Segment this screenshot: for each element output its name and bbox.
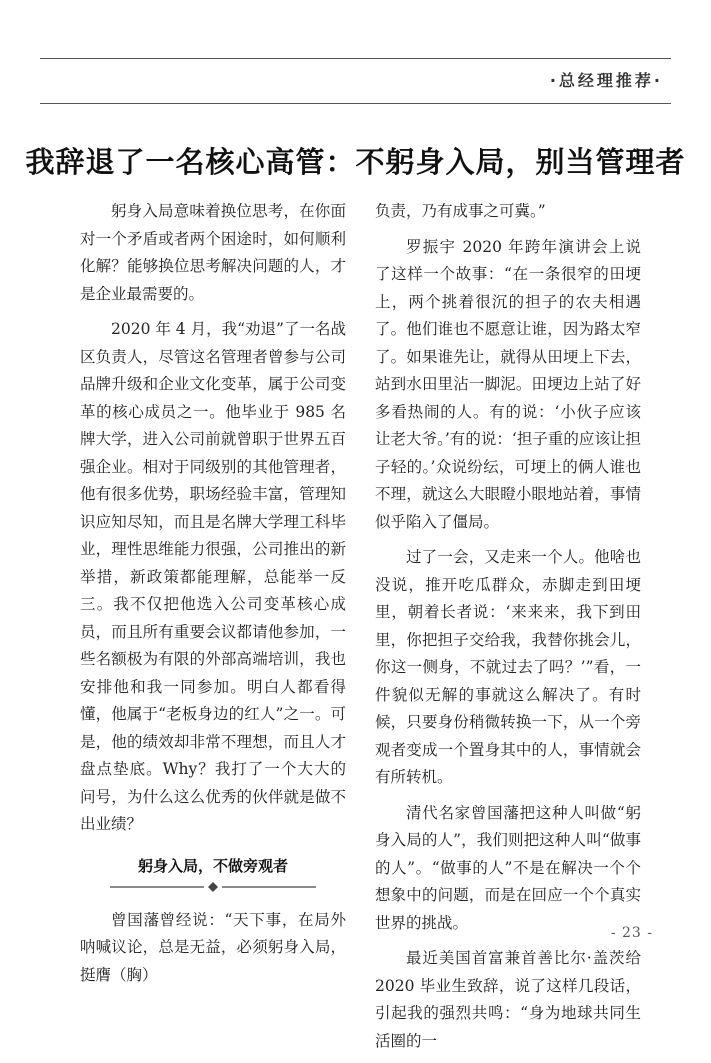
right-paragraph-3: 过了一会，又走来一个人。他啥也没说，推开吃瓜群众，赤脚走到田埂里，朝着长者说：‘来来来，我下到田里，你把担子交给我，我替你挑会儿，你这一侧身，不就过去了吗？’”看，一件貌似无解的事就这么解决了。有时候，只要身份稍微转换一下，从一个旁观者变成一个置身其中的人，事情就会有所转机。 [375,548,641,786]
left-paragraph-2: 2020 年 4 月，我“劝退”了一名战区负责人，尽管这名管理者曾参与公司品牌升级和企业文化变革，属于公司变革的核心成员之一。他毕业于 985 名牌大学，进入公司前就曾职于世界五百强企业。相对于同级别的其他管理者，他有很多优势，职场经验丰富，管理知识应知尽知，而且是名牌大学理工科毕业，理性思维能力很强，公司推出的新举措，新政策都能理解，总能举一反三。我不仅把他选入公司变革核心成员，而且所有重要会议都请他参加，一些名额极为有限的外部高端培训，我也安排他和我一同参加。明白人都看得懂，他属于“老板身边的红人”之一。可是，他的绩效却非常不理想，而且人才盘点垫底。Why？我打了一个大大的问号，为什么这么优秀的伙伴就是做不出业绩？ [80,320,346,833]
subheading: 躬身入局，不做旁观者 [137,856,288,875]
right-paragraph-5: 最近美国首富兼首善比尔·盖茨给 2020 毕业生致辞，说了这样几段话，引起我的强烈共鸣：“身为地球共同生活圈的一 [375,949,641,1050]
section-label: ·总经理推荐· [549,71,663,90]
header-top-rule [40,58,671,59]
right-paragraph-2: 罗振宇 2020 年跨年演讲会上说了这样一个故事：“在一条很窄的田埂上，两个挑着很沉的担子的农夫相遇了。他们谁也不愿意让谁，因为路太窄了。如果谁先让，就得从田埂上下去，站到水田里沾一脚泥。田埂边上站了好多看热闹的人。有的说：‘小伙子应该让老大爷。’有的说：‘担子重的应该让担子轻的。’众说纷纭，可埂上的俩人谁也不理，就这么大眼瞪小眼地站着，事情似乎陷入了僵局。 [375,237,641,531]
header-bottom-rule [40,103,671,104]
left-paragraph-3: 曾国藩曾经说：“天下事，在局外呐喊议论，总是无益，必须躬身入局，挺膺（胸） [80,910,346,984]
article-title: 我辞退了一名核心高管：不躬身入局，别当管理者 [25,145,686,179]
page-number: - 23 - [610,925,653,941]
ornament-divider-icon [108,881,318,893]
right-paragraph-1: 负责，乃有成事之可冀。” [375,202,546,220]
right-column [375,198,641,1063]
right-paragraph-4: 清代名家曾国藩把这种人叫做“躬身入局的人”，我们则把这种人叫“做事的人”。“做事的人”不是在解决一个个想象中的问题，而是在回应一个个真实世界的挑战。 [375,803,641,932]
left-paragraph-1: 躬身入局意味着换位思考，在你面对一个矛盾或者两个困途时，如何顺利化解？能够换位思考解决问题的人，才是企业最需要的。 [80,202,346,303]
left-column [80,198,346,997]
subheading-block [80,855,346,893]
